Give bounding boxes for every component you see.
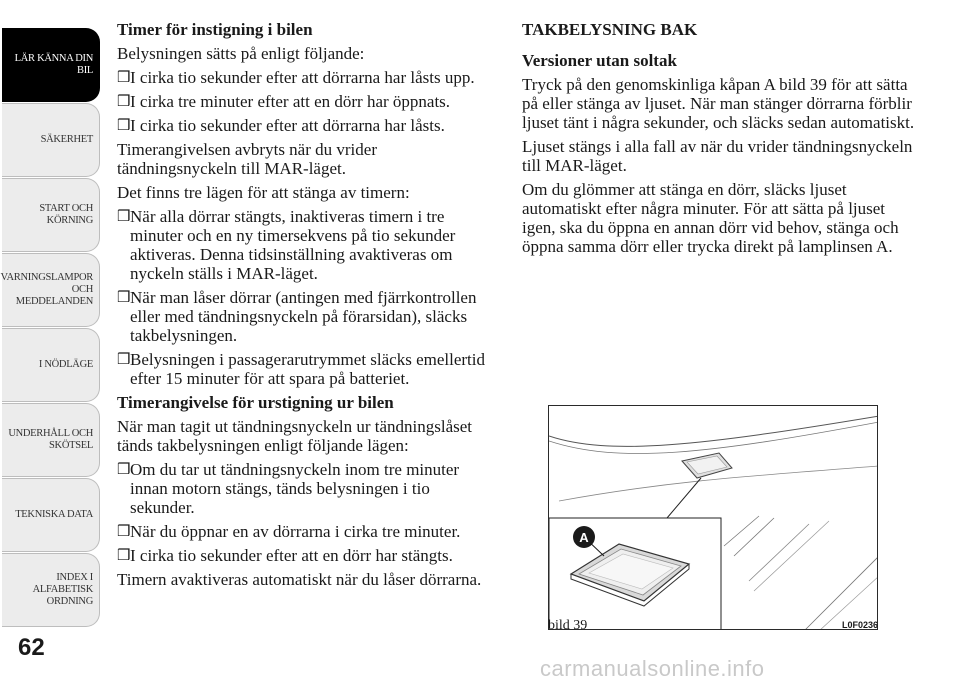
paragraph: Belysningen sätts på enligt följande: [117,44,365,63]
tab-label: UNDERHÅLL OCH SKÖTSEL [8,428,93,451]
tab-start-och-korning[interactable] [2,178,100,252]
paragraph: Timerangivelsen avbryts när du vrider tändningsnyckeln till MAR-läget. [117,140,377,178]
list-item-text: När du öppnar en av dörrarna i cirka tre minuter. [130,522,461,541]
list-item-text: I cirka tio sekunder efter att en dörr har stängts. [130,546,453,565]
list-item [117,350,497,388]
list-item [117,546,497,565]
paragraph: Timern avaktiveras automatiskt när du låser dörrarna. [117,570,482,589]
right-column [522,20,917,261]
list-item-text: När alla dörrar stängts, inaktiveras timern i tre minuter och en ny timersekvens på tio sekunder aktiveras. Denna tidsinställning avaktiveras om nyckeln ställs i MAR-läget. [130,207,456,283]
list-item-text: Belysningen i passagerarutrymmet släcks emellertid efter 15 minuter för att spara på batteriet. [130,350,486,388]
checkbox-bullet-icon: ❒ [117,548,131,564]
paragraph: När man tagit ut tändningsnyckeln ur tändningslåset tänds takbelysningen enligt följande lägen: [117,417,473,455]
list-item [117,288,497,345]
list-item-text: När man låser dörrar (antingen med fjärrkontrollen eller med tändningsnyckeln på förarsidan), släcks takbelysningen. [130,288,477,345]
tab-label: VARNINGSLAMPOR OCH MEDDELANDEN [0,272,93,307]
tab-sakerhet[interactable] [2,103,100,177]
list-item-text: I cirka tio sekunder efter att dörrarna har låsts upp. [130,68,475,87]
figure-code: L0F0236 [841,620,878,630]
figure-caption-text: bild 39 [548,618,588,633]
list-item [117,460,497,517]
checkbox-bullet-icon: ❒ [117,462,131,478]
list-item-text: I cirka tre minuter efter att en dörr har öppnats. [130,92,451,111]
bullet-list [117,68,497,135]
list-item-text: Om du tar ut tändningsnyckeln inom tre minuter innan motorn stängs, tänds belysningen i tio sekunder. [130,460,460,517]
tab-varningslampor[interactable] [2,253,100,327]
tab-label: TEKNISKA DATA [15,509,93,520]
paragraph: Tryck på den genomskinliga kåpan A bild 39 för att sätta på eller stänga av ljuset. När man stänger dörrarna förblir ljuset tänt i några sekunder, och släcks sedan automatiskt. [522,75,915,132]
tab-i-nodlage[interactable] [2,328,100,402]
watermark: carmanualsonline.info [540,656,765,681]
section-heading-instigning: Timer för instigning i bilen [117,20,313,39]
list-item [117,116,497,135]
list-item [117,68,497,87]
bullet-list [117,207,497,388]
section-subtitle: Versioner utan soltak [522,51,677,70]
roof-lamp-small-icon [682,453,732,478]
bullet-list [117,460,497,565]
tab-label: INDEX I ALFABETISK ORDNING [32,572,93,607]
checkbox-bullet-icon: ❒ [117,352,131,368]
tab-label: LÄR KÄNNA DIN BIL [14,53,93,76]
paragraph: Ljuset stängs i alla fall av när du vrider tändningsnyckeln till MAR-läget. [522,137,913,175]
section-title: TAKBELYSNING BAK [522,20,698,39]
tab-index[interactable] [2,553,100,627]
ceiling-lamp-drawing [549,406,878,630]
checkbox-bullet-icon: ❒ [117,209,131,225]
list-item [117,522,497,541]
paragraph: Om du glömmer att stänga en dörr, släcks ljuset automatiskt efter några minuter. För att sätta på ljuset igen, ska du öppna en annan dörr vid behov, stänga och öppna samma dörr eller trycka direkt på lamplinsen A. [522,180,899,256]
checkbox-bullet-icon: ❒ [117,524,131,540]
checkbox-bullet-icon: ❒ [117,290,131,306]
list-item-text: I cirka tio sekunder efter att dörrarna har låsts. [130,116,445,135]
checkbox-bullet-icon: ❒ [117,118,131,134]
left-column [117,20,497,594]
tab-label: SÄKERHET [40,134,93,145]
figure-39-illustration [548,405,878,630]
tab-tekniska-data[interactable] [2,478,100,552]
paragraph: Det finns tre lägen för att stänga av timern: [117,183,410,202]
page-number: 62 [18,634,45,661]
list-item [117,207,497,283]
checkbox-bullet-icon: ❒ [117,94,131,110]
section-heading-urstigning: Timerangivelse för urstigning ur bilen [117,393,394,412]
list-item [117,92,497,111]
tab-label: I NÖDLÄGE [38,359,93,370]
callout-a-label: A [579,530,589,545]
tab-underhall-och-skotsel[interactable] [2,403,100,477]
figure-caption [548,618,878,634]
checkbox-bullet-icon: ❒ [117,70,131,86]
tab-lar-kanna-din-bil[interactable] [2,28,100,102]
tab-label: START OCH KÖRNING [39,203,93,226]
